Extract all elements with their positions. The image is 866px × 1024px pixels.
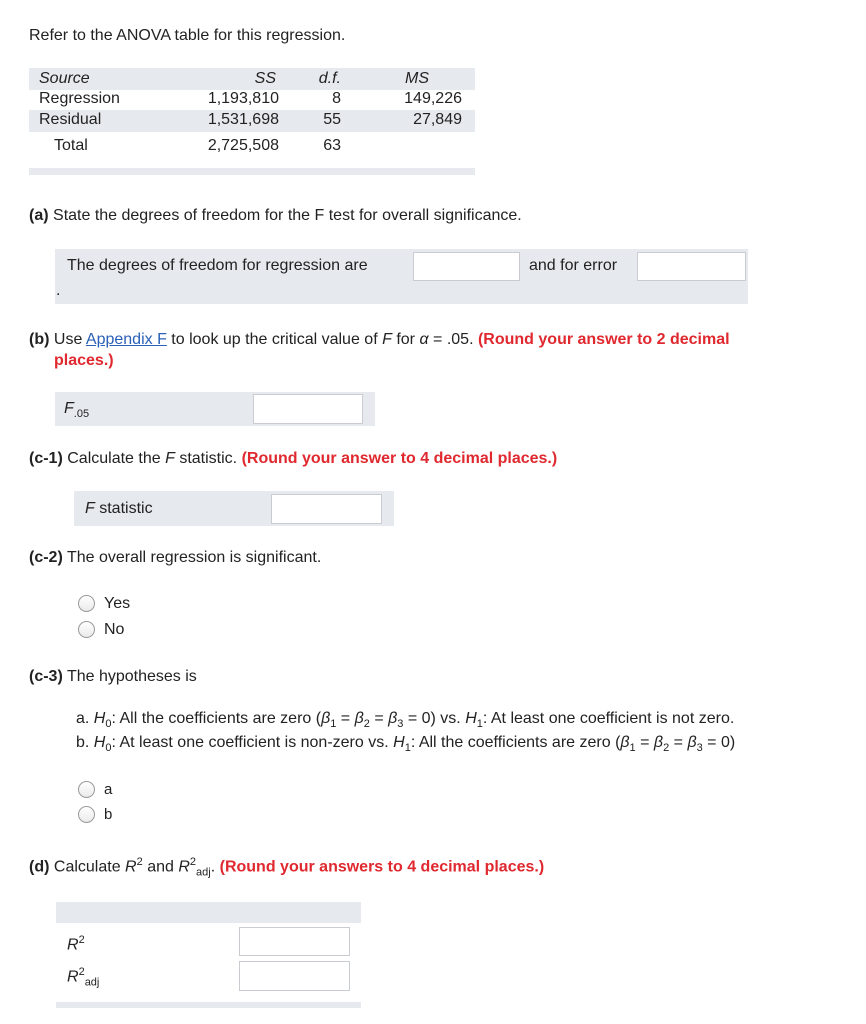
f-critical-subscript: .05: [73, 408, 90, 421]
part-b-text-for: for: [396, 331, 415, 348]
anova-cell: 63: [323, 137, 341, 154]
r-squared-footer-bar: [56, 1002, 361, 1008]
part-d-instruction: (Round your answers to 4 decimal places.): [219, 858, 545, 876]
part-c1-label: (c-1): [29, 450, 63, 467]
part-b-label: (b): [29, 331, 50, 348]
f-critical-input[interactable]: [253, 394, 363, 424]
f-critical-panel: [55, 392, 375, 426]
anova-table: [29, 68, 475, 176]
radio-a-label: a: [104, 781, 113, 798]
f-statistic-panel: [74, 491, 394, 526]
part-c2-question: [29, 549, 321, 567]
part-c3-question: [29, 668, 197, 686]
radio-no-label: No: [104, 621, 125, 638]
part-a-answer-panel: [55, 249, 748, 304]
hypothesis-a: a. $H_0$: All the coefficients are zero $(\beta_1 = \beta_2 = \beta_3 = 0)$ vs. $H_1$: At least one coefficient is not zero.: [76, 710, 735, 731]
intro-text: Refer to the ANOVA table for this regression.: [29, 27, 346, 44]
part-a-text: State the degrees of freedom for the F test for overall significance.: [53, 207, 522, 224]
f-statistic-label: F statistic: [85, 500, 153, 517]
r-squared-table: [56, 902, 361, 1008]
alpha-symbol: α: [419, 331, 429, 348]
part-c1-instruction: (Round your answer to 4 decimal places.): [241, 450, 558, 467]
radio-b[interactable]: [78, 806, 95, 823]
part-b-alpha-value: = .05.: [433, 331, 474, 348]
part-b-instruction: (Round your answer to 2 decimal: [477, 331, 730, 348]
part-d-question: (d) Calculate $R^2$ and $R^2_{adj}$. (Round your answers to 4 decimal places.): [29, 856, 545, 879]
part-c2-text: The overall regression is significant.: [66, 549, 322, 566]
part-c1-text-pre: Calculate the: [67, 450, 161, 467]
anova-cell: 149,226: [404, 90, 462, 107]
part-c3-label: (c-3): [29, 668, 63, 685]
radio-b-label: b: [104, 806, 113, 823]
df-regression-input[interactable]: [413, 252, 520, 281]
anova-cell: Total: [54, 137, 88, 154]
f-statistic-input[interactable]: [271, 494, 382, 524]
part-b-instruction-cont: places.): [54, 352, 114, 369]
anova-header-ss: SS: [254, 70, 276, 87]
anova-cell: 8: [332, 90, 341, 107]
part-c1-f-letter: F: [165, 450, 175, 467]
part-c2-label: (c-2): [29, 549, 63, 566]
anova-footer-bar: [29, 168, 475, 175]
r-squared-adj-label: $R^2_{adj}$: [67, 966, 100, 989]
r-squared-input[interactable]: [239, 927, 350, 956]
part-b-text-pre: Use: [53, 331, 83, 348]
radio-yes[interactable]: [78, 595, 95, 612]
r-squared-header-bar: [56, 902, 361, 923]
df-regression-label: The degrees of freedom for regression are: [67, 257, 368, 274]
r-squared-adj-input[interactable]: [239, 961, 350, 991]
anova-cell: 27,849: [413, 111, 462, 128]
r-squared-label: $R^2$: [67, 934, 85, 954]
part-b-question: [29, 329, 839, 371]
part-b-text-mid: to look up the critical value of: [171, 331, 378, 348]
part-d-label: (d): [29, 858, 50, 876]
anova-header-df: d.f.: [318, 70, 341, 87]
radio-yes-label: Yes: [104, 595, 131, 612]
anova-cell: 1,531,698: [207, 111, 279, 128]
part-c3-text: The hypotheses is: [66, 668, 197, 685]
part-a-label: (a): [29, 207, 49, 224]
anova-header-ms: MS: [405, 70, 429, 87]
anova-cell: Residual: [39, 111, 102, 128]
appendix-f-link[interactable]: Appendix F: [85, 331, 167, 348]
df-error-label: and for error: [529, 257, 618, 274]
anova-cell: Regression: [39, 90, 120, 107]
anova-cell: 2,725,508: [207, 137, 279, 154]
part-c1-question: [29, 450, 557, 468]
anova-header-source: Source: [39, 70, 90, 87]
df-error-input[interactable]: [637, 252, 746, 281]
part-a-period: .: [56, 282, 61, 299]
radio-a[interactable]: [78, 781, 95, 798]
part-b-f-letter: F: [382, 331, 392, 348]
anova-cell: 55: [323, 111, 341, 128]
hypothesis-b: b. $H_0$: At least one coefficient is non-zero vs. $H_1$: All the coefficients are zero $(\beta_1 = \beta_2 = \beta_3 = 0)$: [76, 734, 736, 755]
anova-cell: 1,193,810: [207, 90, 279, 107]
radio-no[interactable]: [78, 621, 95, 638]
f-critical-label: $F_{.05}$: [64, 400, 90, 421]
part-a-question: [29, 207, 522, 225]
part-c1-text-post: statistic.: [179, 450, 238, 467]
